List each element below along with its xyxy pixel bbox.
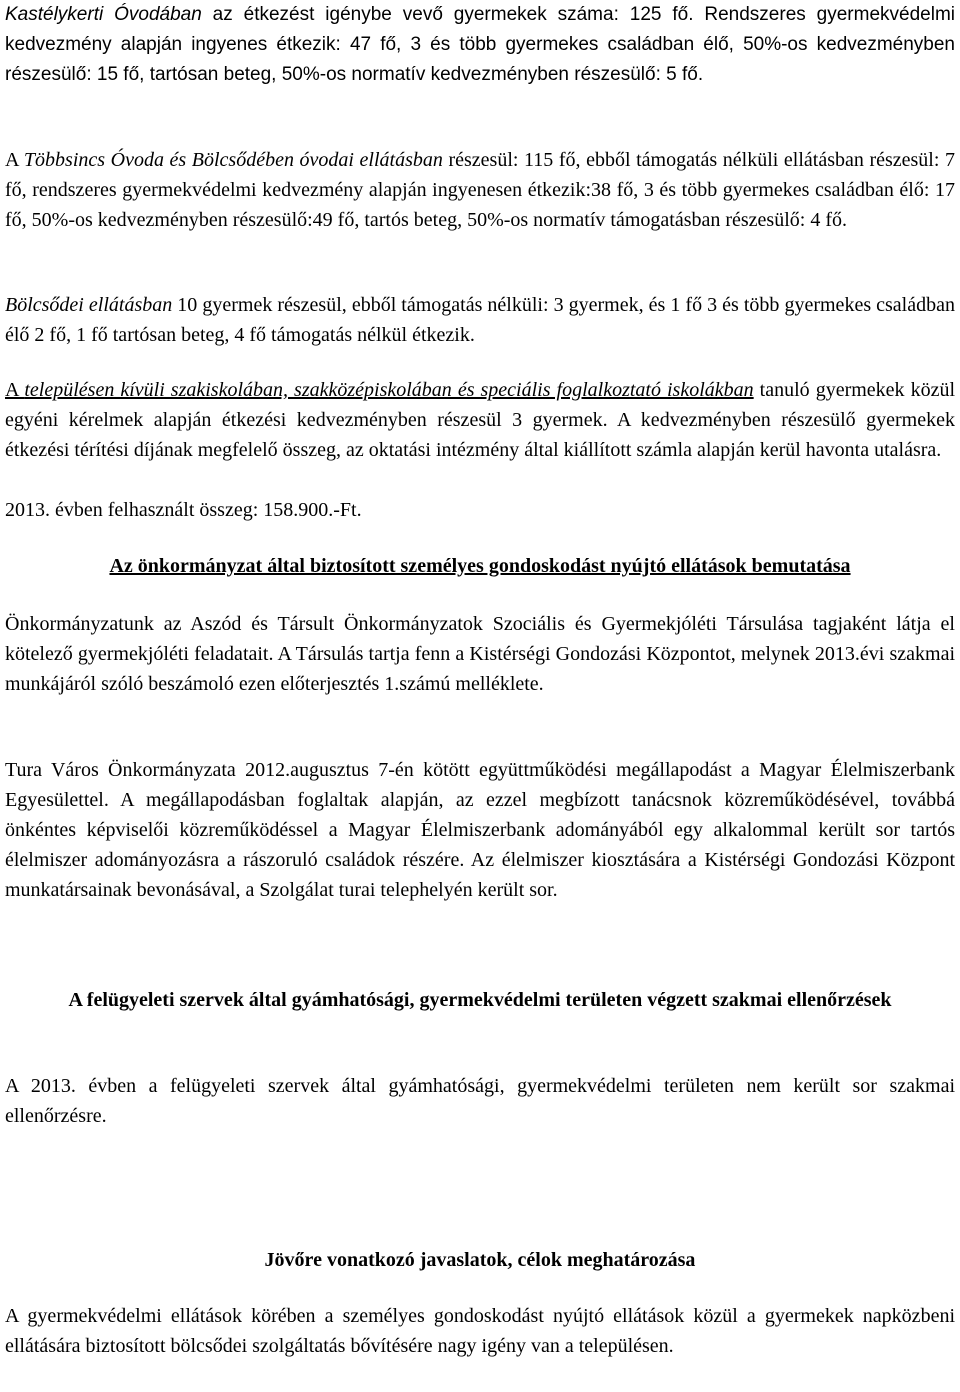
paragraph-ellenorzes-nem-volt — [5, 1071, 955, 1131]
paragraph-bolcsodei-ellatas — [5, 290, 955, 350]
text-run: Többsincs Óvoda és Bölcsődében óvodai ellátásban — [23, 149, 443, 171]
paragraph-felhasznalt-osszeg — [5, 495, 955, 525]
text-run: 10 gyermek részesül, ebből támogatás nélküli: 3 gyermek, és 1 fő 3 és több gyermekes családban élő 2 fő, 1 fő tartósan beteg, 4 fő támogatás nélkül étkezik. — [5, 294, 955, 346]
text-run: A gyermekvédelmi ellátások körében a személyes gondoskodást nyújtó ellátások közül a gyermekek napközbeni ellátására biztosított bölcsődei szolgáltatás bővítésére nagy igény van a településen. — [5, 1305, 955, 1357]
text-run: 2013. évben felhasznált összeg: 158.900.-Ft. — [5, 499, 362, 521]
text-run: Tura Város Önkormányzata 2012.augusztus 7-én kötött együttműködési megállapodást a Magyar Élelmiszerbank Egyesülettel. A megállapodásban foglaltak alapján, az ezzel megbízott tanácsnok közreműködésével, továbbá önkéntes képviselői közreműködéssel a Magyar Élelmiszerbank adományából egy alkalommal került sor tartós élelmiszer adományozásra a rászoruló családok részére. Az élelmiszer kiosztására a Kistérségi Gondozási Központ munkatársainak bevonásával, a Szolgálat turai telephelyén került sor. — [5, 759, 955, 901]
paragraph-bolcsodei-bovites — [5, 1301, 955, 1361]
text-run: az étkezést igénybe vevő gyermekek száma: 125 fő. Rendszeres gyermekvédelmi kedvezmény alapján ingyenes étkezik: 47 fő, 3 és több gyermekes családban élő, 50%-os kedvezményben részesülő: 15 fő, tartósan beteg, 50%-os normatív kedvezményben részesülő: 5 fő. — [5, 4, 955, 85]
text-run: Bölcsődei ellátásban — [5, 294, 173, 316]
text-run: Kastélykerti Óvodában — [5, 4, 202, 25]
paragraph-kastelykerti-ovoda — [5, 0, 955, 90]
text-run: tanuló gyermekek közül egyéni kérelmek alapján étkezési kedvezményben részesül 3 gyermek. A kedvezményben részesülő gyermekek étkezési térítési díjának megfelelő összeg, az oktatási intézmény által kiállított számla alapján kerül havonta utalásra. — [5, 379, 956, 461]
text-run: A — [5, 149, 24, 171]
paragraph-elelmiszerbank — [5, 755, 955, 905]
section-heading-szemelyes-gondoskodas: Az önkormányzat által biztosított személyes gondoskodást nyújtó ellátások bemutatása — [109, 555, 851, 577]
text-run: Önkormányzatunk az Aszód és Társult Önkormányzatok Szociális és Gyermekjóléti Társulása tagjaként látja el kötelező gyermekjóléti feladatait. A Társulás tartja fenn a Kistérségi Gondozási Központot, melynek 2013.évi szakmai munkájáról szóló beszámoló ezen előterjesztés 1.számú melléklete. — [5, 613, 955, 695]
section-heading-javaslatok: Jövőre vonatkozó javaslatok, célok meghatározása — [264, 1249, 696, 1271]
paragraph-tobbsincs-ovoda — [5, 145, 955, 235]
text-run: részesül: 115 fő, ebből támogatás nélküli ellátásban részesül: 7 fő, rendszeres gyermekvédelmi kedvezmény alapján ingyenesen étkezik:38 fő, 3 és több gyermekes családban élő: 17 fő, 50%-os kedvezményben részesülő:49 fő, tartós beteg, 50%-os normatív támogatásban részesülő: 4 fő. — [5, 149, 955, 231]
paragraph-tarsulas — [5, 609, 955, 699]
text-run: településen kívüli szakiskolában, szakközépiskolában és speciális foglalkoztató iskolákban — [24, 379, 754, 401]
text-run: A 2013. évben a felügyeleti szervek által gyámhatósági, gyermekvédelmi területen nem került sor szakmai ellenőrzésre. — [5, 1075, 955, 1127]
section-heading-felugyeleti-ellenorzesek: A felügyeleti szervek által gyámhatósági, gyermekvédelmi területen végzett szakmai ellenőrzések — [68, 989, 892, 1011]
paragraph-telepulesen-kivuli-iskolak — [5, 375, 955, 465]
text-run: A — [5, 379, 25, 401]
